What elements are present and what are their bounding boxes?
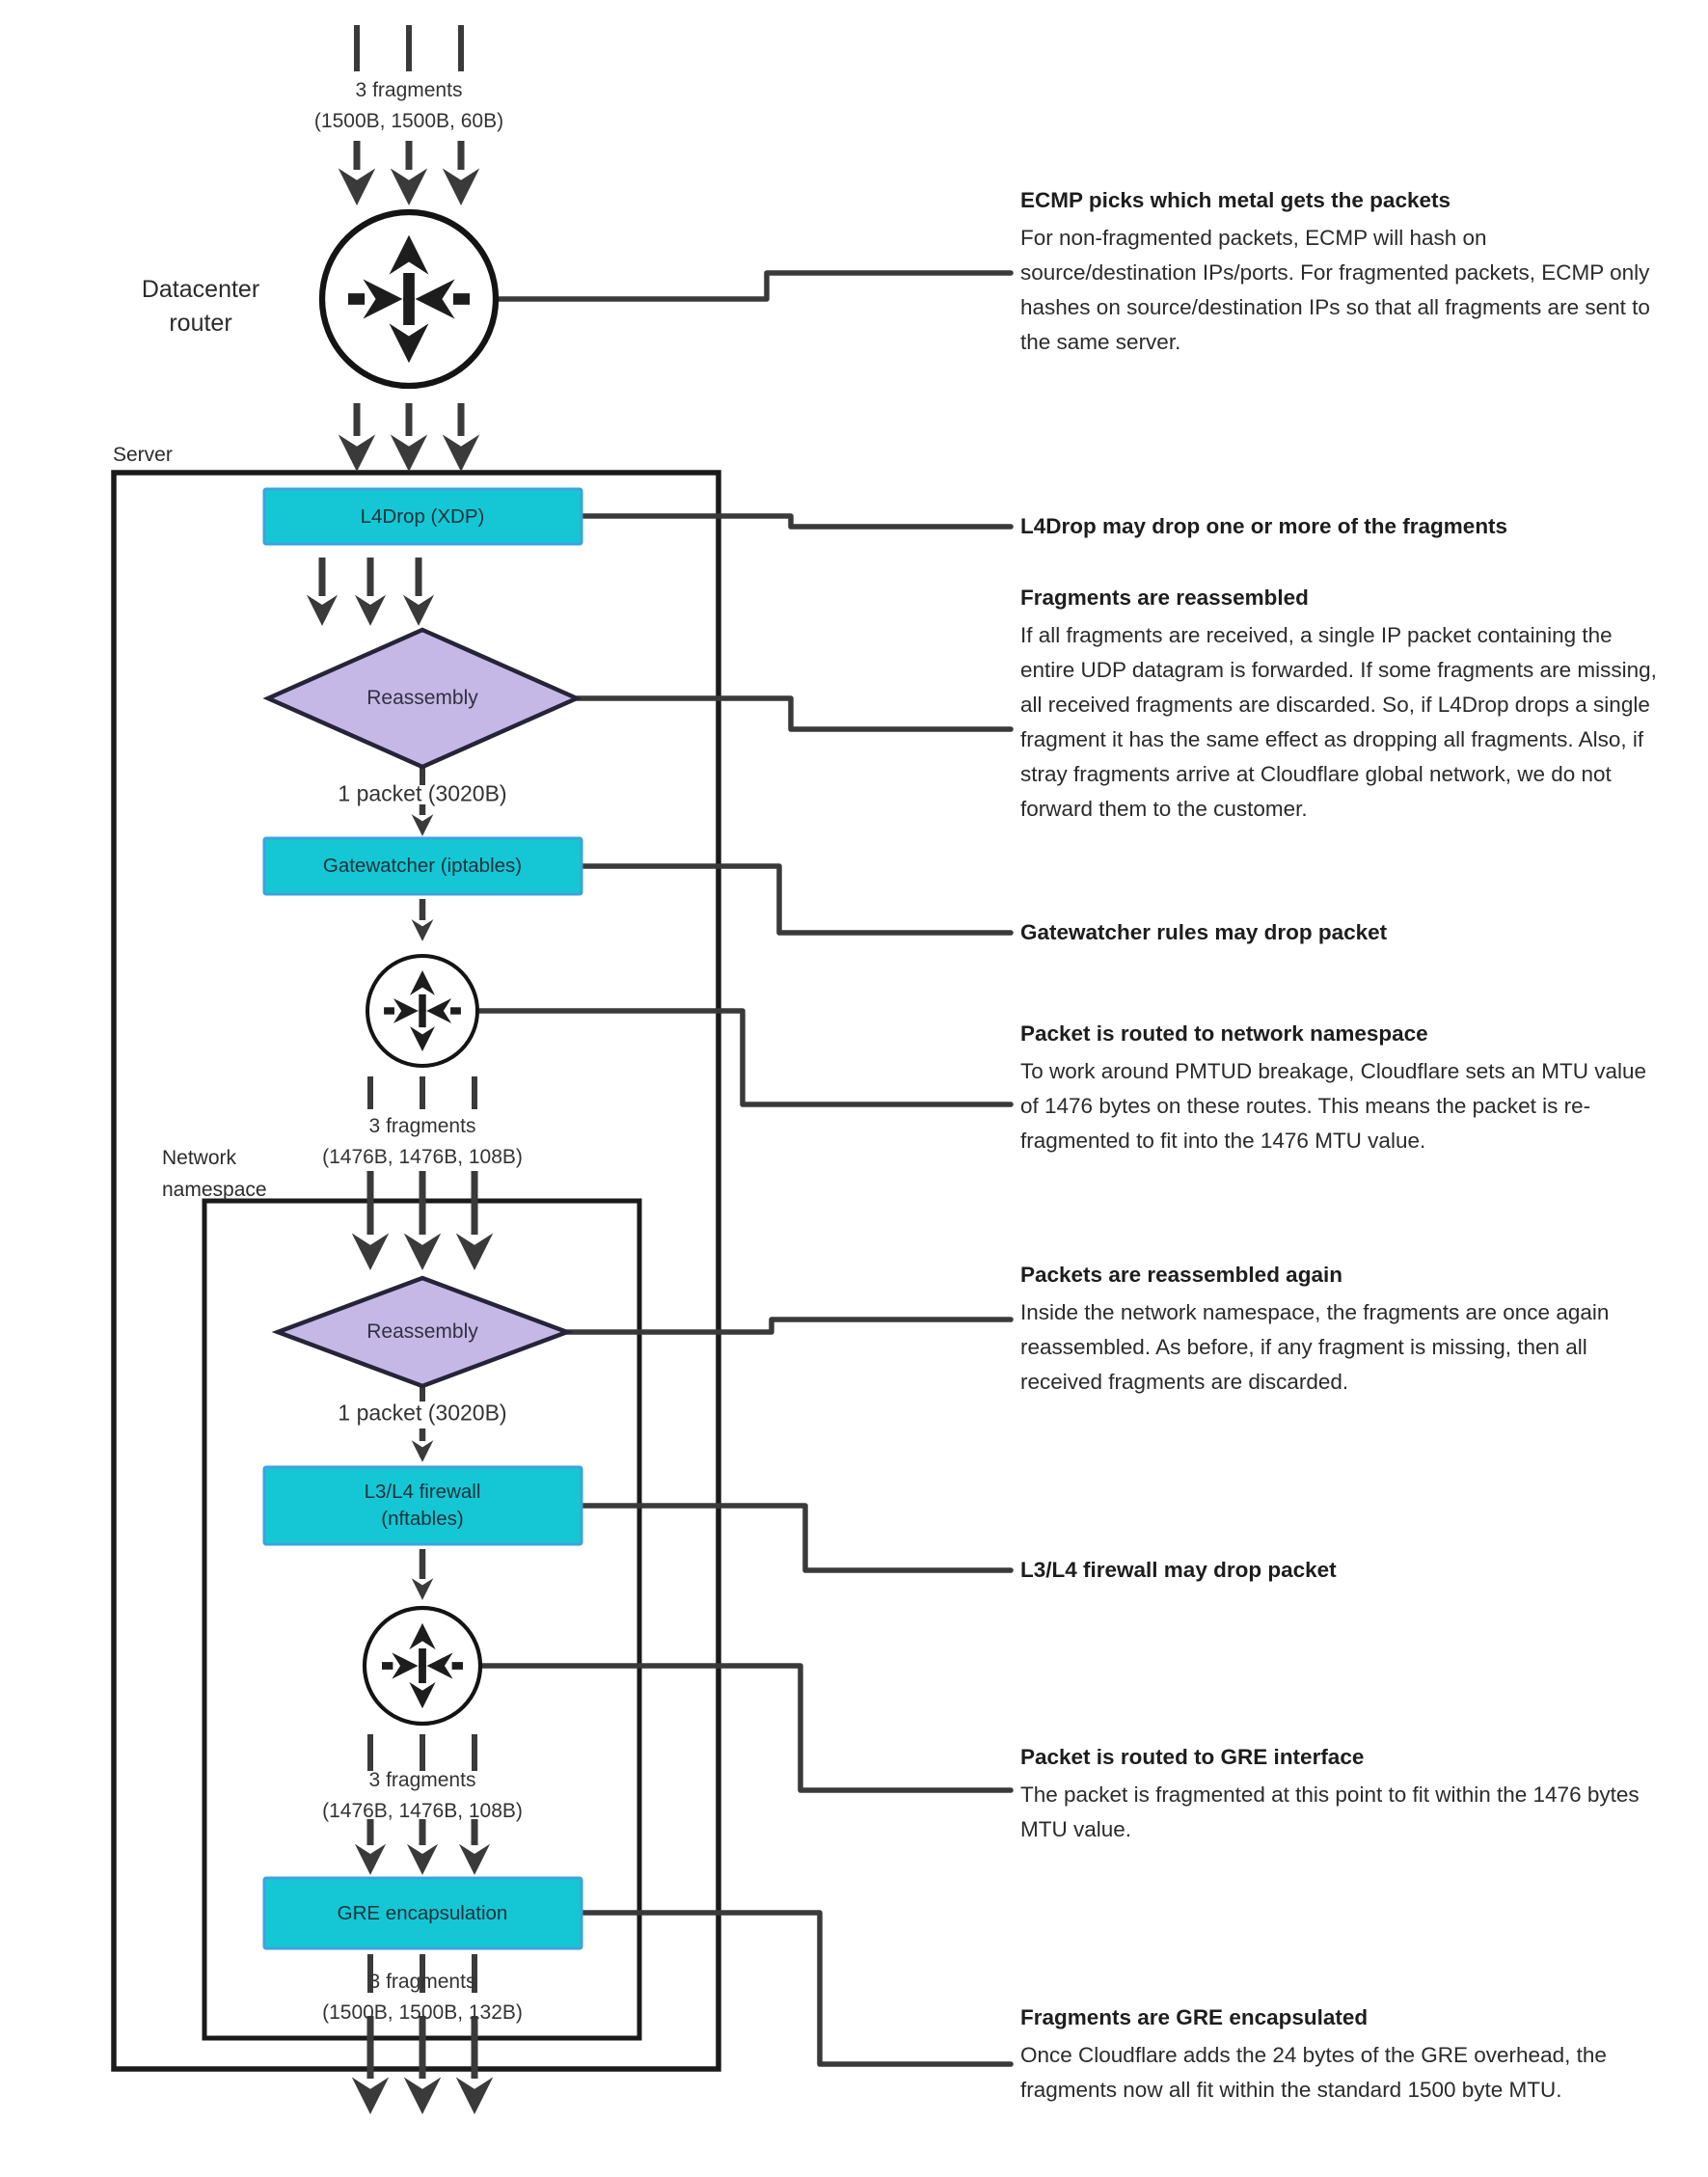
annotation-title: Fragments are GRE encapsulated xyxy=(1020,2005,1369,2029)
annotation-body: Inside the network namespace, the fragments are once again reassembled. As before, if any fragment is missing, then all received fragments are discarded. xyxy=(1020,1300,1610,1394)
annotation-l4drop-drop xyxy=(1020,512,1659,547)
l4drop-label: L4Drop (XDP) xyxy=(360,505,485,528)
reassembly2-label: Reassembly xyxy=(366,1320,478,1343)
connector-l3l4 xyxy=(582,1506,1011,1570)
connector-route-gre xyxy=(477,1666,1011,1790)
annotation-l3l4-drop xyxy=(1020,1556,1659,1591)
annotation-title: Gatewatcher rules may drop packet xyxy=(1020,920,1388,944)
annotation-title: Packet is routed to network namespace xyxy=(1020,1021,1428,1046)
annotation-title: L3/L4 firewall may drop packet xyxy=(1020,1558,1337,1582)
gatewatcher-label: Gatewatcher (iptables) xyxy=(322,855,523,877)
annotation-body: For non-fragmented packets, ECMP will hash on source/destination IPs/ports. For fragmented packets, ECMP only hashes on source/destination IPs so that all fragments are sent to the same server. xyxy=(1020,226,1650,354)
connector-route-namespace xyxy=(477,1011,1011,1104)
datacenter-router-icon xyxy=(322,212,496,386)
fragments-to-gre-label: 3 fragments (1476B, 1476B, 108B) xyxy=(322,1769,523,1822)
reassembly1-label: Reassembly xyxy=(366,687,478,709)
packet1-label: 1 packet (3020B) xyxy=(338,780,507,806)
fragments-after-route-label: 3 fragments (1476B, 1476B, 108B) xyxy=(322,1115,523,1168)
annotation-ecmp xyxy=(1020,186,1659,360)
annotation-title: Packet is routed to GRE interface xyxy=(1020,1745,1365,1769)
annotation-title: Fragments are reassembled xyxy=(1020,585,1309,610)
connector-reassembly2 xyxy=(567,1320,1011,1332)
annotation-gre-encapsulated xyxy=(1020,2003,1659,2108)
annotation-routed-namespace xyxy=(1020,1020,1659,1158)
annotation-reassembled-again xyxy=(1020,1261,1659,1400)
annotation-title: L4Drop may drop one or more of the fragments xyxy=(1020,514,1508,538)
network-namespace-label: Network namespace xyxy=(162,1147,267,1201)
connector-gre xyxy=(582,1913,1011,2064)
fragments-in-label: 3 fragments (1500B, 1500B, 60B) xyxy=(313,79,504,132)
annotation-gatewatcher-drop xyxy=(1020,918,1659,953)
annotation-body: If all fragments are received, a single IP packet containing the entire UDP datagram is forwarded. If some fragments are missing, all received fragments are discarded. So, if L4Drop drops a single fragment it has the same effect as dropping all fragments. Also, if stray fragments arrive at Cloudflare global network, we do not forward them to the customer. xyxy=(1020,623,1657,821)
datacenter-router-label: Datacenter router xyxy=(141,276,260,337)
gre-encapsulation-label: GRE encapsulation xyxy=(337,1902,508,1924)
connector-ecmp xyxy=(496,273,1011,299)
annotation-title: ECMP picks which metal gets the packets xyxy=(1020,188,1450,212)
l3l4-firewall-label: L3/L4 firewall (nftables) xyxy=(364,1481,481,1530)
annotation-body: Once Cloudflare adds the 24 bytes of the GRE overhead, the fragments now all fit within the standard 1500 byte MTU. xyxy=(1020,2043,1607,2102)
annotation-body: To work around PMTUD breakage, Cloudflare sets an MTU value of 1476 bytes on these routes. This means the packet is re-fragmented to fit into the 1476 MTU value. xyxy=(1020,1059,1647,1153)
connector-gatewatcher xyxy=(582,866,1011,933)
connector-l4drop xyxy=(582,516,1011,527)
connector-reassembly1 xyxy=(577,698,1011,729)
fragments-out-label: 3 fragments (1500B, 1500B, 132B) xyxy=(322,1971,523,2024)
annotation-title: Packets are reassembled again xyxy=(1020,1263,1342,1287)
annotation-routed-gre xyxy=(1020,1743,1659,1847)
server-label: Server xyxy=(113,444,173,466)
annotation-body: The packet is fragmented at this point to fit within the 1476 bytes MTU value. xyxy=(1020,1782,1640,1841)
annotation-fragments-reassembled xyxy=(1020,584,1659,827)
route-to-gre-icon xyxy=(365,1608,480,1724)
packet2-label: 1 packet (3020B) xyxy=(338,1400,507,1426)
route-to-namespace-icon xyxy=(367,956,477,1066)
